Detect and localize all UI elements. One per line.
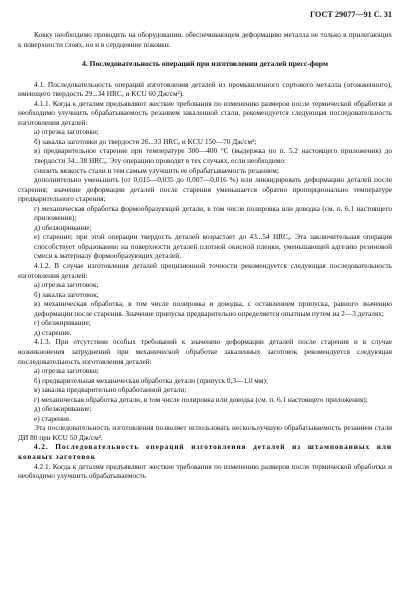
- list-item: а) отрезка заготовки;: [34, 366, 99, 376]
- list-item: г) механическая обработка детали, в том числе полировка или доводка (см. п. 6.1 настоящего приложения);: [34, 394, 368, 404]
- list-item: в) механическая обработка, в том числе полировка и доводка, с оставлением припуска, равного значению деформации после старения. Значение припуска предварительно определяется опытным путем на 2—3 деталях;: [34, 299, 392, 318]
- paragraph: 4.1.2. В случае изготовления деталей прецизионной точности рекомендуется следующая последовательность изготовления деталей:: [18, 261, 392, 280]
- paragraph: 4.2.1. Когда к деталям предъявляют жесткие требования по изменению размеров после термической обработки и необходимо улучшить обрабатываемость: [18, 461, 392, 481]
- paragraph: 4.2. Последовательность операций изготовления деталей из штампованных или кованых заготовок: [18, 442, 392, 461]
- list-item: в) закалка предварительно обработанной детали;: [34, 385, 187, 395]
- list-item: в) предварительное старение при температуре 300—400 °С (выдержка по п. 5.2 настоящего приложения) до твердости 34...38 HRCₐ. Эту операцию проводят в тех случаях, если необходимо:: [34, 146, 392, 166]
- list-item: б) предварительная механическая обработка детали (припуск 0,3—1,0 мм);: [34, 375, 268, 385]
- section-body: [18, 80, 392, 481]
- list-item: г) механическая обработка формообразующей детали, в том числе полировка или доводка (см. п. 6.1 настоящего приложения);: [34, 203, 392, 223]
- list-item: б) закалка заготовки до твердости 26...33 HRCₐ и KCU 150—70 Дж/см²;: [34, 136, 257, 146]
- paragraph: снизить вязкость стали и тем самым улучшить ее обрабатываемость резанием;: [34, 165, 279, 175]
- paragraph: Эта последовательность изготовления позволяет использовать нескольлучшую обрабатываемость резанием стали ДИ 80 при KCU 50 Дж/см².: [18, 423, 392, 442]
- list-item: е) старение.: [34, 413, 72, 423]
- paragraph: 4.1. Последовательность операций изготовления деталей из промышленного сортового металла (отожженного), имеющего твердость 29...34 HRCₐ и KCU 60 Дж/см²).: [18, 79, 392, 99]
- list-item: г) обезжиривание;: [34, 318, 91, 328]
- paragraph: дополнительно уменьшить (от 0,015—0,035 до 0,007—0,016 %) или ликвидировать деформацию деталей после старения; значение деформации деталей после старения уменьшается обратно пропорционально температуре предварительного старения;: [18, 175, 392, 204]
- list-item: б) закалка заготовок;: [34, 289, 99, 299]
- page-header: ГОСТ 29077—91 С. 31: [310, 10, 392, 19]
- intro-paragraph: Ковку необходимо проводить на оборудовании, обеспечивающем деформацию металла не только в прилегающих к поверхности слоях, но и в сердцевине поковки.: [18, 30, 392, 49]
- intro: [18, 30, 392, 49]
- paragraph: 4.1.1. Когда к деталям предъявляют жесткие требования по изменению размеров после термической обработки и необходимо улучшить обрабатываемость резанием закаленной стали, рекомендуется следующая последовательность изготовления деталей:: [18, 98, 392, 127]
- paragraph: 4.1.3. При отсутствии особых требований к значению деформации деталей после старения и в случае возникновения затруднений при механической обработке закаленных заготовок рекомендуется следующая последовательность изготовления деталей:: [18, 337, 392, 366]
- list-item: д) старение.: [34, 327, 72, 337]
- list-item: а) отрезка заготовки;: [34, 127, 99, 137]
- list-item: е) старение; при этой операции твердость деталей возрастает до 43...54 HRCₐ. Эта заключительная операция способствует образованию на поверхности деталей плотной окисной пленки, уменьшающей адгезию резиновой смеси к материалу формообразующих деталей.: [34, 232, 392, 261]
- list-item: д) обезжиривание;: [34, 404, 92, 414]
- list-item: д) обезжиривание;: [34, 222, 92, 232]
- section-title: 4. Последовательность операций при изготовлении деталей пресс-форм: [81, 59, 329, 69]
- list-item: а) отрезка заготовок;: [34, 280, 99, 290]
